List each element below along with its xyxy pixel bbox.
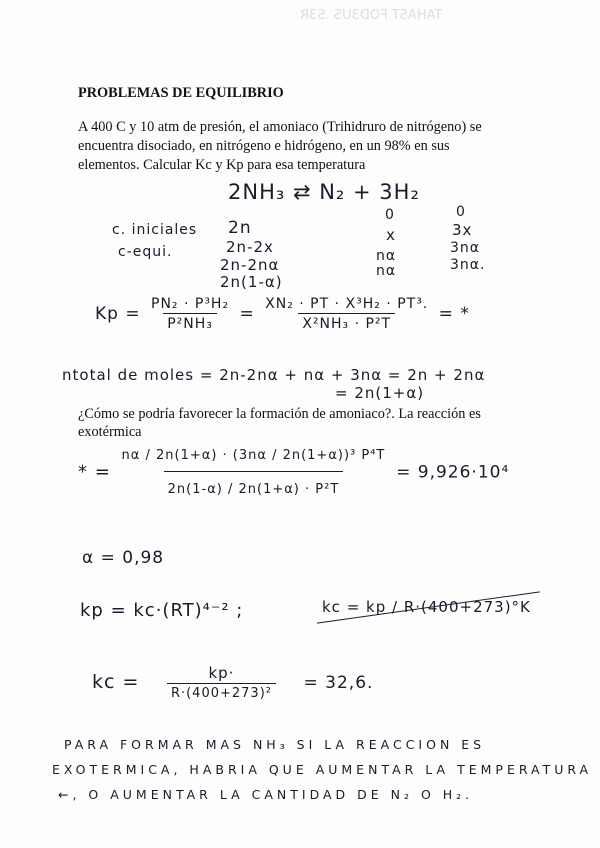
problem-line-3: elementos. Calcular Kc y Kp para esa temperatura bbox=[78, 157, 366, 173]
equi-nh3-2: 2n-2nα bbox=[220, 256, 280, 274]
kp-fraction-1 bbox=[147, 296, 233, 332]
kp-fraction-2 bbox=[261, 296, 432, 332]
question-line-1: ¿Cómo se podría favorecer la formación de amoniaco?. La reacción es bbox=[78, 406, 481, 422]
kp-num2: XN₂ · PT · X³H₂ · PT³. bbox=[265, 296, 429, 312]
initial-nh3: 2n bbox=[228, 218, 252, 238]
page-title: PROBLEMAS DE EQUILIBRIO bbox=[78, 85, 284, 101]
total-moles-line-1: ntotal de moles = 2n-2nα + nα + 3nα = 2n + 2nα bbox=[62, 366, 486, 384]
total-moles-line-2: = 2n(1+α) bbox=[335, 384, 425, 402]
kc-result: = 32,6. bbox=[303, 673, 374, 693]
question-line-2: exotérmica bbox=[78, 424, 142, 440]
alpha-value: α = 0,98 bbox=[82, 548, 165, 568]
initial-label: c. iniciales bbox=[112, 222, 198, 238]
kc-num: kp· bbox=[208, 664, 235, 682]
answer-line-2: EXOTERMICA, HABRIA QUE AUMENTAR LA TEMPERATURA bbox=[52, 762, 593, 777]
equi-n2-1: nα bbox=[376, 248, 397, 264]
star-fraction bbox=[118, 448, 390, 497]
kc-expression bbox=[92, 664, 373, 701]
crossed-kc-expression bbox=[322, 598, 531, 616]
star-lhs: * = bbox=[78, 461, 111, 483]
kc-lhs: kc = bbox=[92, 671, 140, 693]
crossed-kc: kc = kp / R·(400+273)°K bbox=[322, 598, 531, 616]
answer-line-3: ←, O AUMENTAR LA CANTIDAD DE N₂ O H₂. bbox=[58, 787, 474, 802]
answer-line-1: PARA FORMAR MAS NH₃ SI LA REACCION ES bbox=[64, 737, 486, 752]
kp-end: = * bbox=[438, 304, 470, 324]
kc-fraction bbox=[146, 664, 296, 701]
zero-n2: 0 bbox=[385, 207, 395, 223]
kp-lhs: Kp = bbox=[95, 304, 141, 324]
kp-kc-relation: kp = kc·(RT)⁴⁻² ; bbox=[80, 600, 244, 621]
problem-line-2: encuentra disociado, en nitrógeno e hidrógeno, en un 98% en sus bbox=[78, 138, 450, 154]
star-num: nα / 2n(1+α) · (3nα / 2n(1+α))³ P⁴T bbox=[121, 448, 386, 463]
problem-line-1: A 400 C y 10 atm de presión, el amoniaco (Trihidruro de nitrógeno) se bbox=[78, 119, 482, 135]
kc-den: R·(400+273)² bbox=[167, 683, 276, 701]
star-den: 2n(1-α) / 2n(1+α) · P²T bbox=[164, 471, 344, 497]
equi-n2-2: nα bbox=[376, 263, 397, 279]
equi-h2-1: 3nα bbox=[450, 240, 481, 256]
kp-num: PN₂ · P³H₂ bbox=[151, 296, 230, 312]
reaction-equation: 2NH₃ ⇄ N₂ + 3H₂ bbox=[228, 180, 420, 204]
initial-h2: 3x bbox=[452, 221, 473, 239]
equi-h2-2: 3nα. bbox=[450, 257, 486, 273]
equi-nh3-1: 2n-2x bbox=[226, 238, 274, 256]
kp-den: P²NH₃ bbox=[163, 313, 217, 332]
star-result: = 9,926·10⁴ bbox=[396, 462, 510, 483]
zero-h2: 0 bbox=[456, 204, 466, 220]
kp-expression: Kp = $\frac{\text{PN₂ · P³H₂}}{\text{P²NH₃}}$ = $\frac{\text{XN₂ · PT · X³H₂ · PT³.}}{\text{X²NH₃ · P²T}}$ = * bbox=[95, 296, 470, 332]
bleed-through-text: TAHAST FOD3US .S3R bbox=[300, 8, 443, 23]
equi-nh3-3: 2n(1-α) bbox=[220, 273, 283, 291]
initial-n2: x bbox=[386, 226, 396, 244]
kp-den2: X²NH₃ · P²T bbox=[298, 313, 395, 332]
equi-label: c-equi. bbox=[118, 244, 173, 260]
star-expression bbox=[78, 448, 509, 497]
